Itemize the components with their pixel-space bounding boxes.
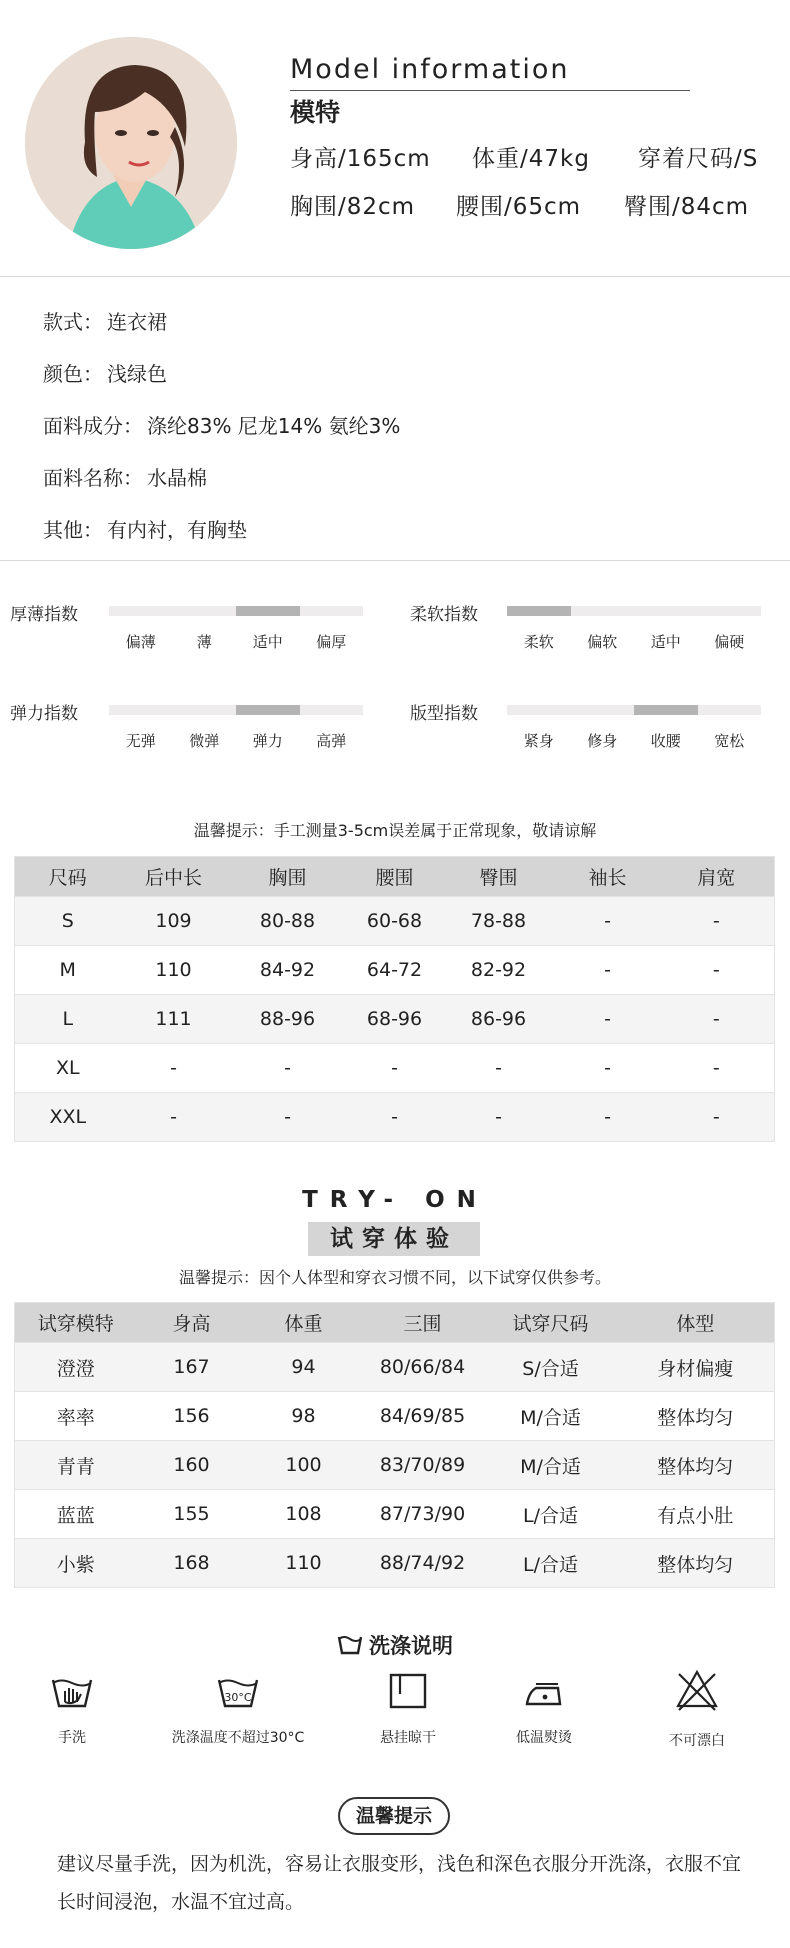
size-table-cell: XXL xyxy=(15,1093,121,1142)
wash-heading xyxy=(0,1630,790,1660)
tryon-table-cell: L/合适 xyxy=(485,1539,617,1588)
size-table-cell: 110 xyxy=(121,946,227,995)
no-bleach-icon xyxy=(675,1668,719,1708)
index-option: 偏厚 xyxy=(316,633,347,651)
index-option: 修身 xyxy=(587,732,618,750)
tryon-table xyxy=(14,1302,775,1588)
product-style xyxy=(43,306,167,335)
hang-dry-icon xyxy=(386,1672,430,1712)
tryon-note: 温馨提示：因个人体型和穿衣习惯不同，以下试穿仅供参考。 xyxy=(178,1268,611,1287)
index-track xyxy=(507,705,761,715)
table-row xyxy=(15,1343,775,1392)
product-fabric-label: 面料名称： xyxy=(43,466,143,490)
size-table-cell: - xyxy=(557,1044,659,1093)
size-table-cell: 60-68 xyxy=(349,897,441,946)
section-divider xyxy=(0,276,790,277)
size-table-header-cell: 袖长 xyxy=(557,857,659,897)
size-table-cell: 84-92 xyxy=(227,946,349,995)
tryon-table-cell: 87/73/90 xyxy=(361,1490,485,1539)
product-composition-value: 涤纶83% 尼龙14% 氨纶3% xyxy=(147,414,401,438)
tryon-table-cell: 83/70/89 xyxy=(361,1441,485,1490)
tryon-table-cell: 94 xyxy=(247,1343,361,1392)
model-avatar xyxy=(25,37,237,249)
table-row xyxy=(15,1539,775,1588)
tryon-table-cell: 84/69/85 xyxy=(361,1392,485,1441)
tryon-table-cell: L/合适 xyxy=(485,1490,617,1539)
tryon-table-cell: 155 xyxy=(137,1490,247,1539)
index-option: 紧身 xyxy=(523,732,554,750)
model-subtitle: 模特 xyxy=(290,98,341,127)
size-table-header xyxy=(15,857,775,897)
tryon-table-header-cell: 试穿尺码 xyxy=(485,1303,617,1343)
size-table-cell: - xyxy=(659,995,775,1044)
index-selected-fill xyxy=(507,606,571,616)
table-row xyxy=(15,897,775,946)
size-table-cell: 68-96 xyxy=(349,995,441,1044)
model-size: 穿着尺码/S xyxy=(638,146,759,172)
tryon-table-cell: M/合适 xyxy=(485,1392,617,1441)
model-info-title: Model information xyxy=(290,54,570,85)
size-table-cell: - xyxy=(441,1044,557,1093)
size-table-header-cell: 肩宽 xyxy=(659,857,775,897)
index-option: 适中 xyxy=(650,633,681,651)
tryon-table-cell: 88/74/92 xyxy=(361,1539,485,1588)
index-option: 收腰 xyxy=(650,732,681,750)
size-note: 温馨提示：手工测量3-5cm误差属于正常现象，敬请谅解 xyxy=(193,821,597,840)
wash-title: 洗涤说明 xyxy=(369,1634,453,1658)
index-option: 偏薄 xyxy=(125,633,156,651)
model-bust: 胸围/82cm xyxy=(290,194,416,220)
index-option: 柔软 xyxy=(523,633,554,651)
model-photo xyxy=(25,37,237,249)
size-table-cell: - xyxy=(227,1093,349,1142)
table-row xyxy=(15,995,775,1044)
product-fabric-value: 水晶棉 xyxy=(147,466,207,490)
size-table-cell: 86-96 xyxy=(441,995,557,1044)
product-composition-label: 面料成分： xyxy=(43,414,143,438)
model-height: 身高/165cm xyxy=(290,146,431,172)
size-table-cell: 88-96 xyxy=(227,995,349,1044)
index-label: 版型指数 xyxy=(410,704,478,724)
index-track xyxy=(109,606,363,616)
size-table-cell: - xyxy=(659,1093,775,1142)
index-option: 宽松 xyxy=(714,732,745,750)
size-table-cell: - xyxy=(557,946,659,995)
product-color-value: 浅绿色 xyxy=(107,362,167,386)
tryon-table-cell: 110 xyxy=(247,1539,361,1588)
table-row xyxy=(15,1093,775,1142)
tryon-table-cell: 80/66/84 xyxy=(361,1343,485,1392)
size-table-cell: L xyxy=(15,995,121,1044)
no-bleach-label: 不可漂白 xyxy=(669,1733,725,1749)
product-other xyxy=(43,514,247,543)
tryon-table-cell: 160 xyxy=(137,1441,247,1490)
product-fabric xyxy=(43,462,207,491)
product-style-value: 连衣裙 xyxy=(107,310,167,334)
index-track xyxy=(109,705,363,715)
size-table-cell: - xyxy=(659,1044,775,1093)
size-table-cell: - xyxy=(557,1093,659,1142)
hand-wash-label: 手洗 xyxy=(58,1730,86,1746)
size-table-cell: 109 xyxy=(121,897,227,946)
tryon-table-header-cell: 体型 xyxy=(617,1303,775,1343)
tryon-table-cell: M/合适 xyxy=(485,1441,617,1490)
index-selected-fill xyxy=(236,705,300,715)
size-table-header-cell: 后中长 xyxy=(121,857,227,897)
index-label: 厚薄指数 xyxy=(10,605,78,625)
index-option: 偏硬 xyxy=(714,633,745,651)
tryon-table-cell: 168 xyxy=(137,1539,247,1588)
tryon-table-cell: 澄澄 xyxy=(15,1343,137,1392)
size-table-header-cell: 胸围 xyxy=(227,857,349,897)
tryon-table-cell: 蓝蓝 xyxy=(15,1490,137,1539)
size-table-cell: - xyxy=(227,1044,349,1093)
size-table-header-cell: 尺码 xyxy=(15,857,121,897)
tryon-table-cell: 整体均匀 xyxy=(617,1392,775,1441)
tryon-table-cell: 身材偏瘦 xyxy=(617,1343,775,1392)
section-divider xyxy=(0,560,790,561)
table-row xyxy=(15,1392,775,1441)
index-option: 微弹 xyxy=(189,732,220,750)
size-table-header-cell: 腰围 xyxy=(349,857,441,897)
tryon-table-cell: 98 xyxy=(247,1392,361,1441)
size-table-cell: 111 xyxy=(121,995,227,1044)
wash-30-icon xyxy=(216,1672,260,1712)
hand-wash-icon xyxy=(50,1672,94,1712)
model-weight: 体重/47kg xyxy=(472,146,590,172)
model-hip: 臀围/84cm xyxy=(624,194,750,220)
size-table-cell: XL xyxy=(15,1044,121,1093)
product-other-label: 其他： xyxy=(43,518,103,542)
tryon-table-cell: 108 xyxy=(247,1490,361,1539)
tryon-table-cell: 小紫 xyxy=(15,1539,137,1588)
size-table-cell: 78-88 xyxy=(441,897,557,946)
model-waist: 腰围/65cm xyxy=(456,194,582,220)
size-table-cell: - xyxy=(349,1044,441,1093)
tryon-table-cell: 整体均匀 xyxy=(617,1539,775,1588)
size-table-cell: - xyxy=(659,946,775,995)
size-table-cell: M xyxy=(15,946,121,995)
size-table-cell: - xyxy=(557,897,659,946)
wash-30-label: 洗涤温度不超过30°C xyxy=(171,1730,305,1746)
table-row xyxy=(15,946,775,995)
tryon-table-cell: 有点小肚 xyxy=(617,1490,775,1539)
low-iron-icon xyxy=(522,1672,566,1712)
index-selected-fill xyxy=(634,705,698,715)
size-table-cell: - xyxy=(121,1044,227,1093)
index-option: 弹力 xyxy=(252,732,283,750)
tryon-table-cell: 156 xyxy=(137,1392,247,1441)
index-track xyxy=(507,606,761,616)
tryon-table-header-cell: 试穿模特 xyxy=(15,1303,137,1343)
index-option: 偏软 xyxy=(587,633,618,651)
index-option: 无弹 xyxy=(125,732,156,750)
tryon-table-header-cell: 三围 xyxy=(361,1303,485,1343)
tips-text: 建议尽量手洗，因为机洗，容易让衣服变形，浅色和深色衣服分开洗涤，衣服不宜长时间浸泡，水温不宜过高。 xyxy=(57,1853,742,1913)
table-row xyxy=(15,1490,775,1539)
product-color-label: 颜色： xyxy=(43,362,103,386)
size-table xyxy=(14,856,775,1142)
size-table-cell: - xyxy=(441,1093,557,1142)
product-style-label: 款式： xyxy=(43,310,103,334)
tryon-title: TRY- ON xyxy=(302,1187,488,1213)
tryon-table-header-cell: 体重 xyxy=(247,1303,361,1343)
tryon-table-cell: 整体均匀 xyxy=(617,1441,775,1490)
size-table-cell: - xyxy=(557,995,659,1044)
tryon-table-header-cell: 身高 xyxy=(137,1303,247,1343)
product-other-value: 有内衬，有胸垫 xyxy=(107,518,247,542)
size-table-cell: 64-72 xyxy=(349,946,441,995)
wash-30-temp: 30°C xyxy=(224,1691,252,1704)
index-selected-fill xyxy=(236,606,300,616)
tips-title: 温馨提示 xyxy=(338,1797,450,1835)
size-table-cell: - xyxy=(349,1093,441,1142)
table-row xyxy=(15,1441,775,1490)
size-table-cell: 80-88 xyxy=(227,897,349,946)
index-option: 高弹 xyxy=(316,732,347,750)
model-title-underline xyxy=(290,90,690,91)
tryon-table-cell: 167 xyxy=(137,1343,247,1392)
tryon-subtitle: 试穿体验 xyxy=(308,1222,480,1256)
tryon-table-cell: 率率 xyxy=(15,1392,137,1441)
tryon-table-cell: S/合适 xyxy=(485,1343,617,1392)
size-table-cell: - xyxy=(121,1093,227,1142)
wash-tub-icon xyxy=(337,1634,363,1656)
table-row xyxy=(15,1044,775,1093)
size-table-cell: - xyxy=(659,897,775,946)
tryon-table-cell: 100 xyxy=(247,1441,361,1490)
size-table-cell: 82-92 xyxy=(441,946,557,995)
hang-dry-label: 悬挂晾干 xyxy=(380,1730,436,1746)
index-option: 适中 xyxy=(252,633,283,651)
tryon-table-cell: 青青 xyxy=(15,1441,137,1490)
size-table-header-cell: 臀围 xyxy=(441,857,557,897)
low-iron-label: 低温熨烫 xyxy=(516,1730,572,1746)
tryon-table-header xyxy=(15,1303,775,1343)
index-option: 薄 xyxy=(196,633,212,651)
product-color xyxy=(43,358,167,387)
index-label: 弹力指数 xyxy=(10,704,78,724)
size-table-cell: S xyxy=(15,897,121,946)
product-composition xyxy=(43,410,400,439)
index-label: 柔软指数 xyxy=(410,605,478,625)
